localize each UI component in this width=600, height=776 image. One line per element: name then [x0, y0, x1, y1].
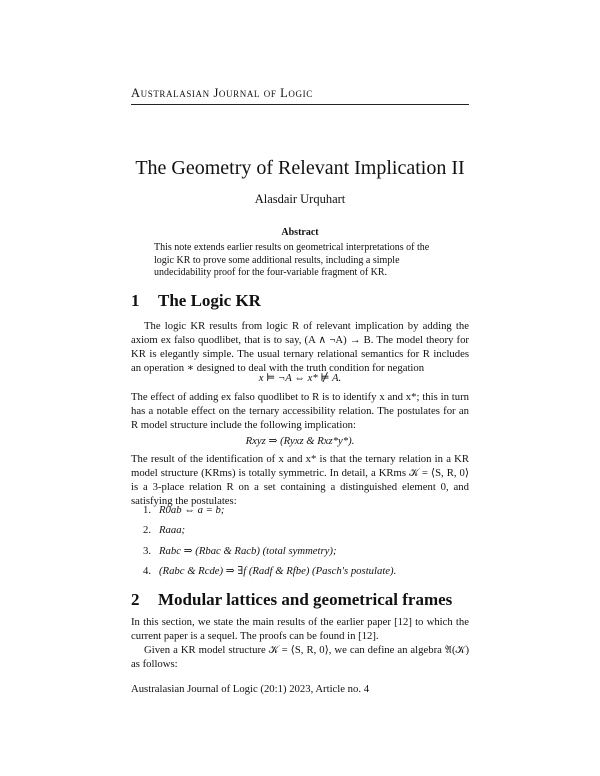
section1-paragraph-1: The logic KR results from logic R of relevant implication by adding the axiom ex falso quodlibet, that is to say, (A ∧ ¬A) → B. The model theory for KR is elegantly simple. The usual ternary relational semantics for R includes an operation ∗ designed to deal with the truth condition for negation — [131, 320, 469, 374]
section2-paragraph-2: Given a KR model structure 𝒦 = ⟨S, R, 0⟩, we can define an algebra 𝔄(𝒦) as follows: — [131, 644, 469, 670]
section-title: The Logic KR — [158, 291, 261, 310]
equation-negation: x ⊨ ¬A ⇔ x* ⊭ A. — [258, 372, 342, 384]
running-head: Australasian Journal of Logic — [131, 86, 313, 100]
section1-paragraph-2: The effect of adding ex falso quodlibet to R is to identify x and x*; this in turn has a notable effect on the ternary accessibility relation. The postulates for an R model structure include the following implication: — [131, 391, 469, 431]
equation-r-postulate: Rxyz ⇒ (Ryxz & Rxz*y*). — [245, 435, 355, 447]
section-number: 1 — [131, 291, 140, 310]
section2-paragraph-1: In this section, we state the main results of the earlier paper [12] to which the current paper is a sequel. The proofs can be found in [12]. — [131, 616, 469, 642]
paper-title: The Geometry of Relevant Implication II — [135, 157, 465, 179]
page-footer: Australasian Journal of Logic (20:1) 2023, Article no. 4 — [131, 683, 370, 695]
section1-paragraph-3: The result of the identification of x and x* is that the ternary relation in a KR model structure (KRms) is totally symmetric. In detail, a KRms 𝒦 = ⟨S, R, 0⟩ is a 3-place relation R on a set containing a distinguished element 0, and satisfying the postulates: — [131, 453, 469, 507]
list-item: 1. R0ab ⇔ a = b; — [143, 504, 225, 516]
list-item: 2. Raaa; — [143, 524, 186, 536]
author-name: Alasdair Urquhart — [254, 192, 346, 206]
list-item: 3. Rabc ⇒ (Rbac & Racb) (total symmetry); — [143, 545, 337, 557]
abstract-text: This note extends earlier results on geometrical interpretations of the logic KR to prove some additional results, including a simple undecidability proof for the four-variable fragment of KR. — [154, 242, 430, 278]
section-title: Modular lattices and geometrical frames — [158, 590, 453, 609]
section-number: 2 — [131, 590, 140, 609]
section-heading-2 — [131, 590, 452, 610]
section-heading-1 — [131, 291, 261, 311]
list-item: 4. (Rabc & Rcde) ⇒ ∃f (Radf & Rfbe) (Pasch's postulate). — [143, 565, 397, 577]
abstract-heading: Abstract — [281, 227, 319, 238]
header-rule — [131, 104, 469, 105]
